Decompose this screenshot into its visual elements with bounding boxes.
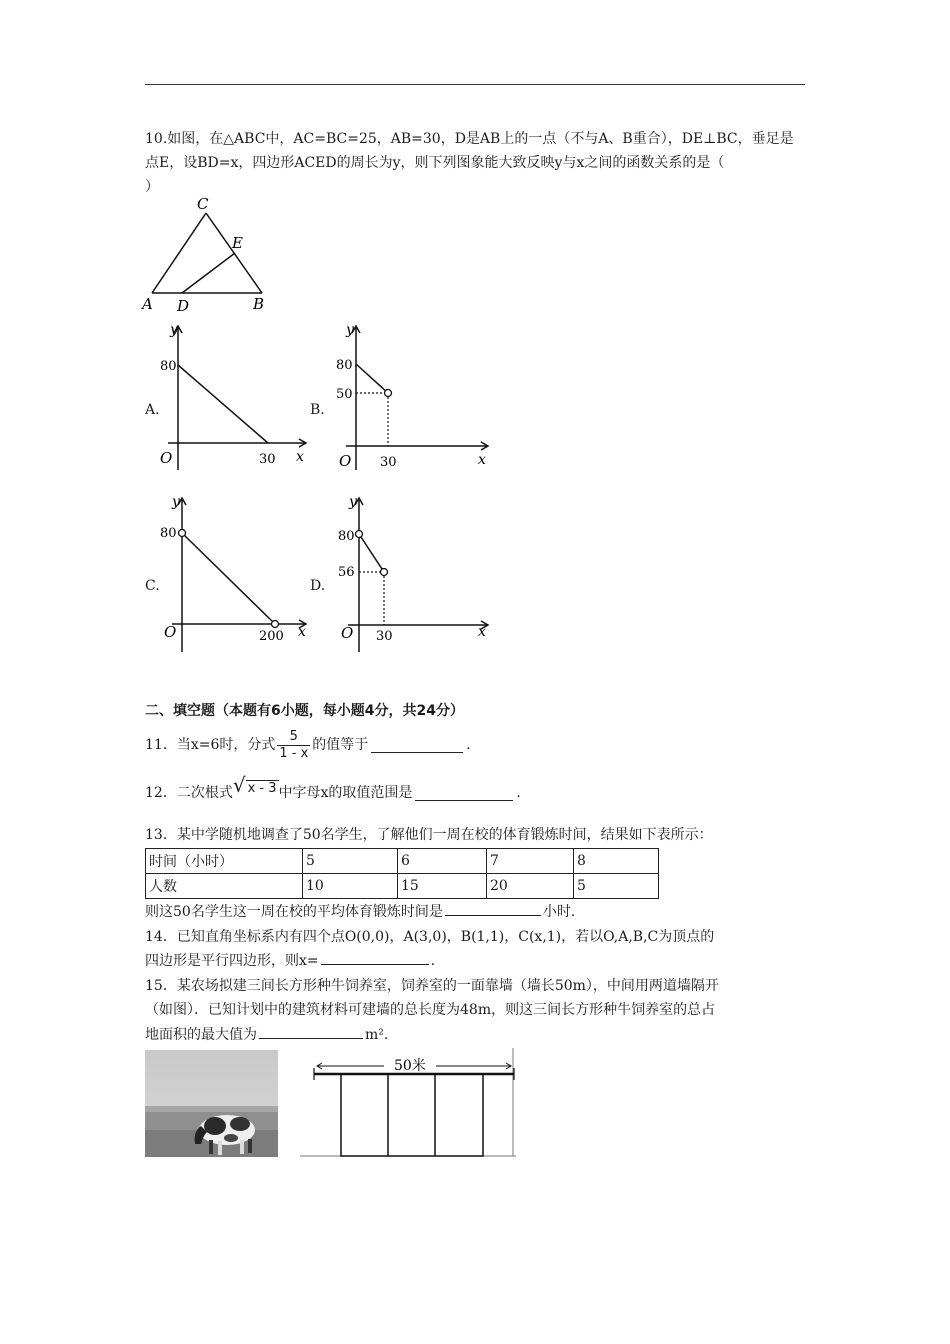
q10-line1: 10.如图，在△ABC中，AC=BC=25，AB=30，D是AB上的一点（不与A、B重合），DE⊥BC，垂足是 [145,131,794,147]
table-cell: 20 [487,874,574,899]
y-tick-80: 80 [338,529,355,544]
table-cell: 8 [574,849,659,874]
origin-label: O [164,623,177,641]
q13-line2 [145,901,575,923]
cow-photo [145,1050,278,1157]
x-tick-30: 30 [259,452,276,467]
wall-length-label: 50米 [394,1058,426,1074]
option-d-label: D. [310,578,326,594]
q15-unit: m² [365,1027,384,1043]
option-a-label: A. [145,402,160,418]
q14-line2 [145,950,435,972]
origin-label: O [341,624,354,642]
table-cell: 5 [303,849,398,874]
x-axis-label: x [298,624,306,640]
vertex-c-label: C [197,195,209,213]
q15-answer-blank [259,1024,363,1039]
q14-line2-after: . [430,953,436,969]
y-tick-56: 56 [338,565,355,580]
q12-end: . [516,785,521,801]
table-cell: 7 [487,849,574,874]
y-tick-80: 80 [336,358,353,373]
q11-end: . [466,737,471,753]
q14-answer-blank [321,950,429,965]
barn-diagram [300,1048,516,1158]
x-tick-30: 30 [376,629,393,644]
q15-line1: 15．某农场拟建三间长方形种牛饲养室，饲养室的一面靠墙（墙长50m），中间用两道墙隔开 [145,978,719,994]
section-2-title: 二、填空题（本题有6小题，每小题4分，共24分） [145,703,464,719]
q10-line2: 点E，设BD=x，四边形ACED的周长为y，则下列图象能大致反映y与x之间的函数关系的是（ [145,155,725,171]
origin-label: O [339,452,352,470]
triangle-figure [140,195,270,315]
q12 [145,773,521,813]
option-a-graph [158,320,310,480]
q10-line3: ） [145,179,159,195]
q12-answer-blank [415,786,513,801]
option-c-label: C. [145,578,160,594]
option-d-graph [332,492,492,656]
y-tick-80: 80 [160,526,177,541]
q11 [145,727,471,763]
q11-fraction [277,729,310,762]
y-axis-label: y [170,322,178,338]
x-axis-label: x [296,449,304,465]
x-axis-label: x [478,452,486,468]
q13-table [145,848,659,899]
table-row [146,874,659,899]
option-b-graph [332,320,492,480]
x-tick-30: 30 [380,455,397,470]
q13-answer-blank [445,901,541,916]
y-axis-label: y [349,494,357,510]
y-axis-label: y [172,494,180,510]
table-cell: 人数 [146,874,303,899]
y-tick-50: 50 [336,387,353,402]
q11-after: 的值等于 [312,737,369,753]
table-cell: 时间（小时） [146,849,303,874]
vertex-d-label: D [177,297,190,315]
option-b-label: B. [310,402,325,418]
q14-line2-before: 四边形是平行四边形，则x= [145,953,319,969]
q15-line3-end: . [383,1027,389,1043]
q11-answer-blank [371,738,463,753]
table-cell: 6 [398,849,487,874]
table-row [146,849,659,874]
q13-line2-before: 则这50名学生这一周在校的平均体育锻炼时间是 [145,904,443,920]
q13-line1: 13．某中学随机地调查了50名学生，了解他们一周在校的体育锻炼时间，结果如下表所示： [145,827,713,843]
x-tick-200: 200 [259,629,284,644]
q13-line2-after: 小时. [542,904,576,920]
x-axis-label: x [478,624,486,640]
vertex-b-label: B [253,295,265,313]
origin-label: O [160,449,173,467]
q12-after: 中字母x的取值范围是 [278,785,413,801]
q12-before: 12．二次根式 [145,785,233,801]
q15-line3-before: 地面积的最大值为 [145,1027,257,1043]
table-cell: 15 [398,874,487,899]
vertex-e-label: E [232,234,243,252]
y-tick-80: 80 [160,359,177,374]
option-c-graph [158,492,310,656]
header-rule [145,84,805,85]
q11-numerator: 5 [289,728,298,744]
q15-line2: （如图）．已知计划中的建筑材料可建墙的总长度为48m，则这三间长方形种牛饲养室的总占 [145,1002,716,1018]
vertex-a-label: A [142,295,153,313]
table-cell: 5 [574,874,659,899]
q14-line1: 14．已知直角坐标系内有四个点O(0,0)，A(3,0)，B(1,1)，C(x,1)，若以O,A,B,C为顶点的 [145,929,715,945]
q12-radical: √ x - 3 [232,773,277,797]
table-cell: 10 [303,874,398,899]
q11-denominator: 1 - x [279,745,309,761]
q11-before: 11．当x=6时，分式 [145,737,276,753]
q12-radicand: x - 3 [247,781,277,796]
q15-line3 [145,1024,388,1046]
y-axis-label: y [346,322,354,338]
